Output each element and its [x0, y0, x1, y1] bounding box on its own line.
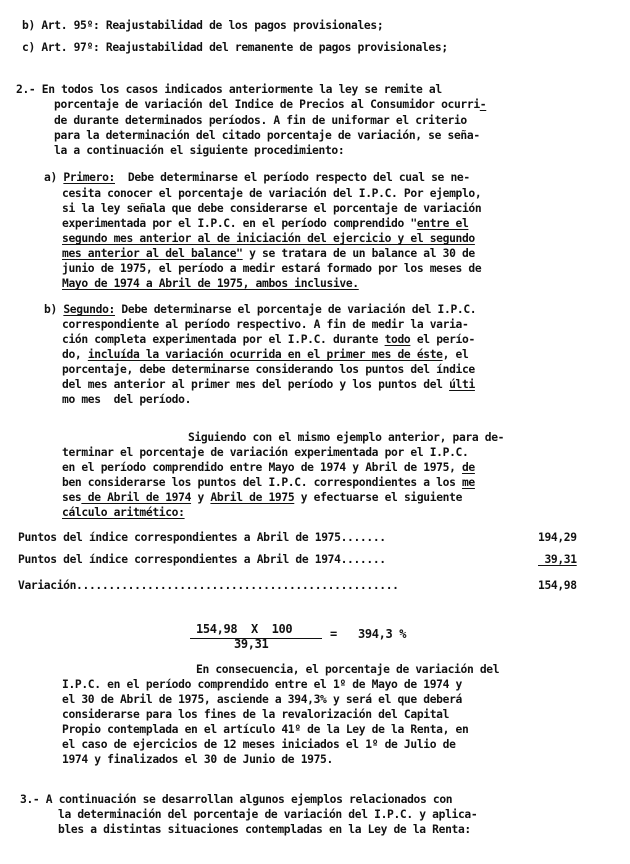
consecuencia-line-4: considerarse para los fines de la revalorización del Capital: [62, 708, 450, 721]
calc-row-1975-label: Puntos del índice correspondientes a Abril de 1975.......: [18, 531, 386, 544]
primero-line-3: si la ley señala que debe considerarse el porcentaje de variación: [62, 202, 482, 215]
calc-row-1975-value: 194,29: [538, 531, 577, 544]
segundo-line-5: porcentaje, debe determinarse considerando los puntos del índice: [62, 363, 475, 376]
siguiendo-line-2: terminar el porcentaje de variación experimentada por el I.P.C.: [62, 446, 469, 459]
formula-equals: =: [330, 627, 337, 641]
primero-line-7: junio de 1975, el período a medir estará formado por los meses de: [62, 262, 482, 275]
calc-row-variacion-value: 154,98: [538, 579, 577, 592]
primero-line-8: Mayo de 1974 a Abril de 1975, ambos inclusive.: [62, 277, 359, 290]
segundo-line-4: do, incluída la variación ocurrida en el primer mes de éste, el: [62, 348, 469, 361]
consecuencia-line-2: I.P.C. en el período comprendido entre el 1º de Mayo de 1974 y: [62, 678, 462, 691]
consecuencia-line-1: En consecuencia, el porcentaje de variación del: [196, 663, 500, 676]
segundo-line-1: b) Segundo: Debe determinarse el porcentaje de variación del I.P.C.: [44, 303, 477, 316]
calc-row-1974-value: 39,31: [538, 553, 577, 566]
consecuencia-line-7: 1974 y finalizados el 30 de Junio de 1975.: [62, 753, 333, 766]
siguiendo-line-3: en el período comprendido entre Mayo de 1974 y Abril de 1975, de: [62, 461, 475, 474]
section-2-line-3: de durante determinados períodos. A fin de uniformar el criterio: [54, 114, 467, 127]
primero-line-5: segundo mes anterior al de iniciación del ejercicio y el segundo: [62, 232, 475, 245]
segundo-line-2: correspondiente al período respectivo. A fin de medir la varia-: [62, 318, 469, 331]
section-3-line-2: la determinación del porcentaje de variación del I.P.C. y aplica-: [58, 808, 478, 821]
formula-result: 394,3 %: [358, 627, 407, 641]
siguiendo-line-4: ben considerarse los puntos del I.P.C. correspondientes a los me: [62, 476, 475, 489]
segundo-line-6: del mes anterior al primer mes del período y los puntos del últi: [62, 378, 475, 391]
primero-line-4: experimentada por el I.P.C. en el período comprendido "entre el: [62, 217, 469, 230]
section-2-line-1: 2.- En todos los casos indicados anteriormente la ley se remite al: [16, 83, 442, 96]
section-3-line-1: 3.- A continuación se desarrollan algunos ejemplos relacionados con: [20, 793, 453, 806]
calc-row-variacion-label: Variación..................................................: [18, 579, 399, 592]
consecuencia-line-5: Propio contemplada en el artículo 41º de la Ley de la Renta, en: [62, 723, 469, 736]
segundo-line-7: mo mes del período.: [62, 393, 192, 406]
primero-line-6: mes anterior al del balance" y se tratara de un balance al 30 de: [62, 247, 475, 260]
consecuencia-line-6: el caso de ejercicios de 12 meses iniciados el 1º de Julio de: [62, 738, 456, 751]
calc-row-1974-label: Puntos del índice correspondientes a Abril de 1974.......: [18, 553, 386, 566]
siguiendo-line-6: cálculo aritmético:: [62, 506, 185, 519]
siguiendo-line-1: Siguiendo con el mismo ejemplo anterior, para de-: [188, 431, 505, 444]
item-c-art97: c) Art. 97º: Reajustabilidad del remanente de pagos provisionales;: [22, 41, 448, 54]
siguiendo-line-5: ses de Abril de 1974 y Abril de 1975 y efectuarse el siguiente: [62, 491, 463, 504]
section-2-line-5: la a continuación el siguiente procedimiento:: [54, 144, 345, 157]
segundo-line-3: ción completa experimentada por el I.P.C. durante todo el perío-: [62, 333, 475, 346]
primero-line-2: cesita conocer el porcentaje de variación del I.P.C. Por ejemplo,: [62, 187, 482, 200]
section-3-line-3: bles a distintas situaciones contempladas en la Ley de la Renta:: [58, 823, 471, 836]
formula-numerator: 154,98 X 100: [196, 622, 293, 636]
primero-line-1: a) Primero: Debe determinarse el período respecto del cual se ne-: [44, 171, 470, 184]
section-2-line-2: porcentaje de variación del Indice de Precios al Consumidor ocurri-: [54, 98, 487, 111]
item-b-art95: b) Art. 95º: Reajustabilidad de los pagos provisionales;: [22, 19, 384, 32]
formula-denominator: 39,31: [234, 637, 269, 651]
section-2-line-4: para la determinación del citado porcentaje de variación, se seña-: [54, 129, 480, 142]
consecuencia-line-3: el 30 de Abril de 1975, asciende a 394,3% y será el que deberá: [62, 693, 462, 706]
